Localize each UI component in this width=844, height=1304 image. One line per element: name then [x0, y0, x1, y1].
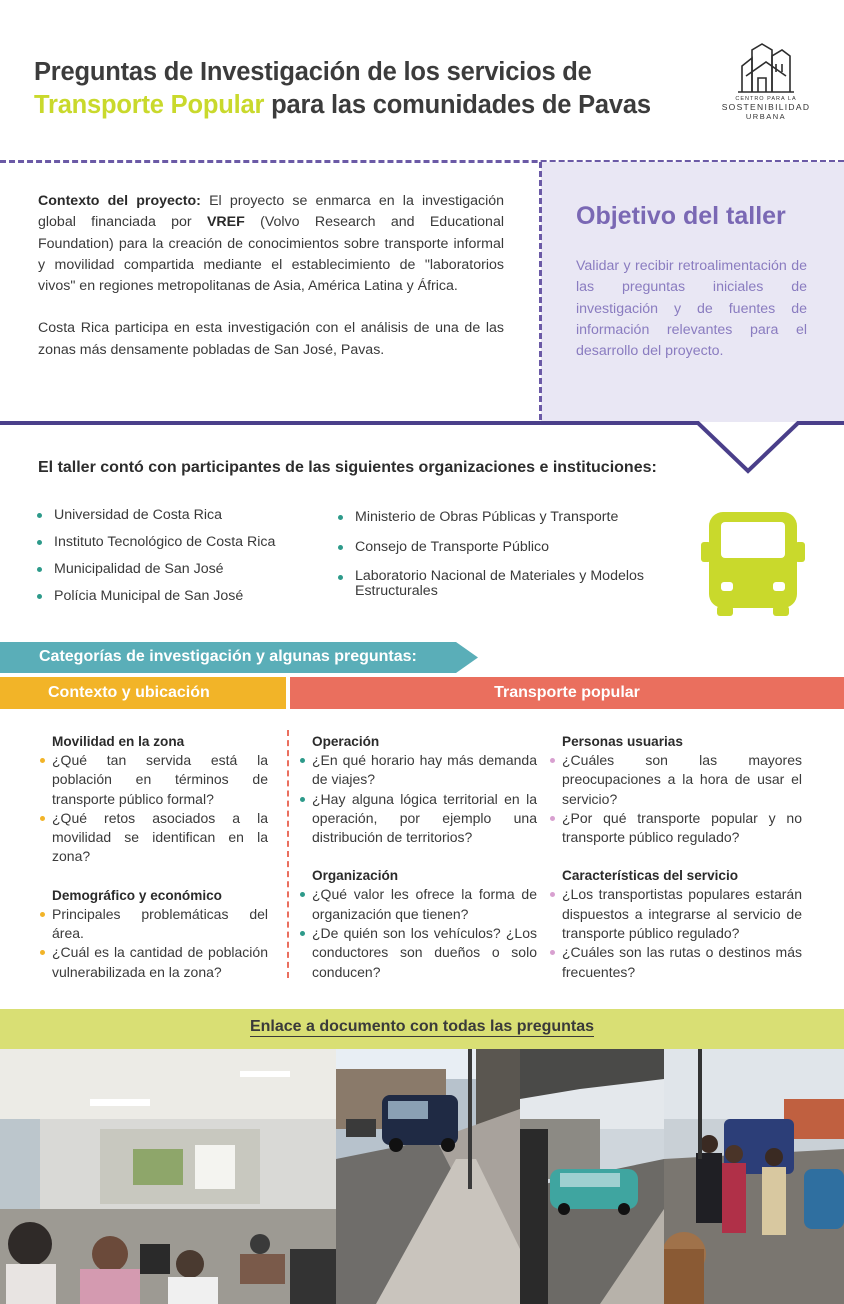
organizations-title: El taller contó con participantes de las siguientes organizaciones e instituciones:	[38, 459, 657, 476]
photo-workshop-room	[0, 1049, 336, 1304]
vref-label: VREF	[206, 214, 245, 231]
organizations-list-left	[37, 507, 327, 615]
logo: CENTRO PARA LA SOSTENIBILIDAD URBANA	[716, 42, 816, 121]
list-item: Ministerio de Obras Públicas y Transporte	[338, 509, 644, 526]
list-item: Universidad de Costa Rica	[37, 507, 327, 524]
categories-banner-label: Categorías de investigación y algunas preguntas:	[39, 648, 417, 665]
questions-column-operation	[312, 732, 537, 982]
objective-title: Objetivo del taller	[576, 202, 786, 230]
organizations-list-right	[338, 509, 644, 611]
document-link-bar	[0, 1009, 844, 1049]
category-heading: Personas usuarias	[562, 734, 683, 749]
list-item: Instituto Tecnológico de Costa Rica	[37, 534, 327, 551]
question-item: ¿De quién son los vehículos? ¿Los conductores son dueños o solo conducen?	[312, 924, 537, 982]
list-item: Municipalidad de San José	[37, 561, 327, 578]
question-item: ¿Cuál es la cantidad de población vulnerabilizada en la zona?	[52, 943, 268, 982]
page-title: Preguntas de Investigación de los servicios de Transporte Popular para las comunidades de Pavas	[34, 58, 651, 119]
question-item: ¿Cuáles son las mayores preocupaciones a la hora de usar el servicio?	[562, 751, 802, 809]
question-item: ¿Los transportistas populares estarán dispuestos a integrarse al servicio de transporte público regulado?	[562, 885, 802, 943]
photo-strip	[0, 1049, 844, 1304]
list-item: Laboratorio Nacional de Materiales y Modelos Estructurales	[338, 569, 644, 598]
question-item: ¿Qué tan servida está la población en términos de transporte público formal?	[52, 751, 268, 809]
title-highlight: Transporte Popular	[34, 91, 265, 119]
question-item: ¿En qué horario hay más demanda de viajes?	[312, 751, 537, 790]
question-item: ¿Hay alguna lógica territorial en la operación, por ejemplo una distribución de territorios?	[312, 790, 537, 848]
document-link[interactable]: Enlace a documento con todas las preguntas	[249, 1018, 595, 1035]
tab-context-location: Contexto y ubicación	[0, 677, 286, 709]
question-item: ¿Qué valor les ofrece la forma de organización que tienen?	[312, 885, 537, 924]
category-heading: Organización	[312, 868, 399, 884]
city-buildings-icon	[736, 42, 796, 94]
context-label: Contexto del proyecto:	[38, 193, 201, 209]
list-item: Consejo de Transporte Público	[338, 539, 644, 556]
objective-text: Validar y recibir retroalimentación de las preguntas iniciales de investigación y de fuentes de información relevantes para el desarrollo del proyecto.	[576, 258, 807, 360]
photo-bus-stop-street	[520, 1049, 664, 1304]
category-heading: Demográfico y económico	[52, 887, 222, 903]
question-item: Principales problemáticas del área.	[52, 905, 268, 944]
question-item: ¿Por qué transporte popular y no transporte público regulado?	[562, 809, 802, 848]
questions-column-users	[562, 732, 802, 982]
list-item: Polícia Municipal de San José	[37, 588, 327, 605]
objective-panel	[541, 162, 844, 422]
questions-column-context	[52, 732, 268, 982]
photo-people-sidewalk	[664, 1049, 844, 1304]
tab-popular-transport: Transporte popular	[290, 677, 844, 709]
header	[0, 0, 844, 160]
category-heading: Movilidad en la zona	[52, 734, 185, 749]
question-item: ¿Qué retos asociados a la movilidad se identifican en la zona?	[52, 809, 268, 867]
divider-dashed-red	[287, 730, 289, 978]
photo-street-sidewalk	[336, 1049, 520, 1304]
project-context: Contexto del proyecto: El proyecto se enmarca en la investigación global financiada por VREF (Volvo Research and Educational Foundation) para la creación de conocimientos sobre transporte informal y movilidad compartida mediante el establecimiento de "laboratorios vivos" en regiones metropolitanas de Asia, América Latina y África. Costa Rica participa en esta investigación con el análisis de una de las zonas más densamente pobladas de San José, Pavas.	[38, 191, 504, 361]
bus-icon	[697, 508, 809, 618]
context-paragraph-2: Costa Rica participa en esta investigación con el análisis de una de las zonas más densamente pobladas de San José, Pavas.	[38, 320, 504, 358]
divider-vertical	[539, 162, 542, 420]
category-heading: Operación	[312, 734, 380, 749]
category-heading: Características del servicio	[562, 868, 739, 884]
question-item: ¿Cuáles son las rutas o destinos más frecuentes?	[562, 943, 802, 982]
categories-banner	[0, 642, 478, 673]
